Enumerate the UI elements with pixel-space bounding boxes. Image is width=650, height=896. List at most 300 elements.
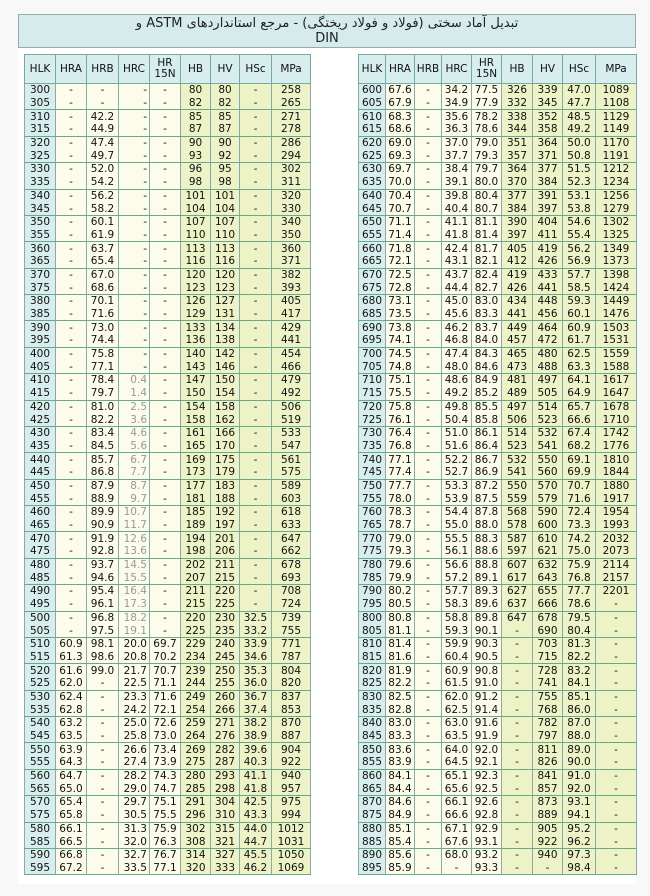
table-row [25, 400, 311, 413]
table-cell: 352 [533, 110, 563, 123]
table-cell: 90.1 [472, 624, 502, 637]
table-cell: 820 [359, 664, 386, 677]
table-cell: 66.8 [56, 848, 87, 861]
table-cell: 78.6 [563, 598, 596, 611]
table-cell: 31.3 [119, 822, 150, 835]
table-cell: - [56, 506, 87, 519]
table-cell: 58.5 [563, 281, 596, 294]
table-cell: 360 [25, 242, 56, 255]
table-cell: 81.1 [386, 624, 415, 637]
table-cell: - [150, 149, 181, 162]
table-cell: 77.4 [386, 466, 415, 479]
table-cell: - [240, 295, 272, 308]
table-cell: 39.6 [240, 743, 272, 756]
table-cell: 520 [25, 664, 56, 677]
table-row [25, 281, 311, 294]
table-cell: 81.3 [563, 637, 596, 650]
table-cell: 540 [25, 717, 56, 730]
table-cell: 364 [502, 163, 533, 176]
table-cell: 587 [502, 532, 533, 545]
table-cell: - [56, 545, 87, 558]
table-cell: 19.1 [119, 624, 150, 637]
table-cell: 35.3 [240, 664, 272, 677]
table-cell: - [150, 611, 181, 624]
table-cell: 53.8 [563, 202, 596, 215]
table-cell: 62.4 [56, 690, 87, 703]
table-cell: 73.1 [386, 295, 415, 308]
table-cell: - [240, 215, 272, 228]
table-cell: 98.1 [87, 637, 119, 650]
table-row [359, 598, 637, 611]
table-cell: 321 [211, 835, 240, 848]
table-row [359, 97, 637, 110]
table-cell: 500 [25, 611, 56, 624]
column-header: HRA [56, 55, 87, 84]
table-cell: 360 [272, 242, 311, 255]
table-cell: 73.3 [563, 519, 596, 532]
table-cell: 456 [533, 308, 563, 321]
table-cell: 1212 [596, 163, 637, 176]
table-cell: 1050 [272, 848, 311, 861]
table-cell: 33.9 [240, 637, 272, 650]
table-cell: 904 [272, 743, 311, 756]
table-cell: - [56, 479, 87, 492]
table-cell: 412 [502, 255, 533, 268]
table-cell: - [415, 453, 442, 466]
table-cell: 71.8 [386, 242, 415, 255]
table-cell: 1678 [596, 400, 637, 413]
table-cell: 79.3 [386, 545, 415, 558]
table-cell: - [150, 281, 181, 294]
table-cell: 70.2 [150, 651, 181, 664]
table-cell: 405 [272, 295, 311, 308]
table-cell: 133 [181, 321, 211, 334]
table-cell: 755 [533, 690, 563, 703]
table-cell: 40.3 [240, 756, 272, 769]
table-cell: - [596, 822, 637, 835]
table-cell: - [415, 782, 442, 795]
table-row [25, 835, 311, 848]
table-row [25, 110, 311, 123]
table-cell: 74.4 [87, 334, 119, 347]
table-cell: 787 [272, 651, 311, 664]
table-cell: - [150, 545, 181, 558]
table-cell: 90.9 [87, 519, 119, 532]
table-cell: 820 [272, 677, 311, 690]
table-cell: 835 [359, 703, 386, 716]
table-cell: 225 [181, 624, 211, 637]
table-cell: 364 [533, 136, 563, 149]
table-cell: 85 [211, 110, 240, 123]
table-cell: 541 [502, 466, 533, 479]
table-cell: 390 [502, 215, 533, 228]
table-cell: 89.6 [472, 598, 502, 611]
table-cell: 65.4 [56, 796, 87, 809]
table-cell: 123 [181, 281, 211, 294]
table-cell: 855 [359, 756, 386, 769]
table-cell: - [415, 281, 442, 294]
table-cell: 64.1 [563, 374, 596, 387]
table-cell: 53.1 [563, 189, 596, 202]
table-cell: 86.0 [563, 703, 596, 716]
table-cell: 1325 [596, 229, 637, 242]
table-cell: 169 [181, 453, 211, 466]
table-cell: - [596, 717, 637, 730]
table-cell: 523 [533, 413, 563, 426]
table-cell: - [596, 743, 637, 756]
table-cell: 724 [272, 598, 311, 611]
table-cell: 65.4 [87, 255, 119, 268]
table-cell: 84.4 [386, 782, 415, 795]
table-cell: 142 [211, 347, 240, 360]
table-cell: 466 [272, 360, 311, 373]
table-cell: 54.4 [442, 506, 472, 519]
table-cell: 79.5 [563, 611, 596, 624]
table-cell: - [415, 835, 442, 848]
table-row [25, 334, 311, 347]
table-cell: 69.7 [386, 163, 415, 176]
table-cell: 85.8 [472, 413, 502, 426]
table-cell: 86.8 [87, 466, 119, 479]
table-cell: 485 [25, 571, 56, 584]
table-row [359, 334, 637, 347]
table-cell: - [240, 321, 272, 334]
table-row [359, 84, 637, 97]
table-cell: 278 [272, 123, 311, 136]
table-row [25, 519, 311, 532]
table-cell: 74.3 [150, 769, 181, 782]
table-cell: - [119, 347, 150, 360]
table-cell: 70.7 [386, 202, 415, 215]
table-cell: 68.2 [563, 440, 596, 453]
table-cell: 80.4 [563, 624, 596, 637]
table-cell: 505 [25, 624, 56, 637]
table-cell: - [150, 479, 181, 492]
table-cell: 85.2 [472, 387, 502, 400]
table-cell: 62.5 [563, 347, 596, 360]
table-cell: 177 [181, 479, 211, 492]
table-cell: 49.2 [563, 123, 596, 136]
table-cell: - [119, 123, 150, 136]
table-cell: 647 [502, 611, 533, 624]
table-cell: 58.8 [442, 611, 472, 624]
table-cell: 54.6 [563, 215, 596, 228]
table-cell: - [119, 136, 150, 149]
table-cell: 771 [272, 637, 311, 650]
table-cell: 600 [533, 519, 563, 532]
table-cell: 690 [533, 624, 563, 637]
table-cell: 1531 [596, 334, 637, 347]
table-cell: 632 [533, 558, 563, 571]
table-row [25, 347, 311, 360]
table-cell: - [415, 189, 442, 202]
table-cell: 66.1 [442, 796, 472, 809]
table-cell: - [56, 624, 87, 637]
table-cell: - [56, 229, 87, 242]
table-row [25, 585, 311, 598]
table-cell: 47.4 [442, 347, 472, 360]
table-cell: - [150, 506, 181, 519]
table-cell: 457 [502, 334, 533, 347]
table-row [25, 360, 311, 373]
table-cell: 426 [502, 281, 533, 294]
table-cell: - [150, 242, 181, 255]
table-cell: 87 [181, 123, 211, 136]
table-cell: 1503 [596, 321, 637, 334]
table-cell: 670 [359, 268, 386, 281]
table-cell: - [87, 690, 119, 703]
table-cell: 84.1 [386, 769, 415, 782]
table-cell: - [415, 703, 442, 716]
column-header: HRC [119, 55, 150, 84]
table-row [359, 848, 637, 861]
table-cell: 47.7 [563, 97, 596, 110]
table-row [25, 690, 311, 703]
table-cell: 21.7 [119, 664, 150, 677]
table-row [25, 677, 311, 690]
table-cell: 26.6 [119, 743, 150, 756]
table-cell: 71.4 [386, 229, 415, 242]
table-cell: - [119, 308, 150, 321]
table-cell: - [502, 835, 533, 848]
table-row [359, 717, 637, 730]
table-row [359, 571, 637, 584]
table-cell: 94.1 [563, 809, 596, 822]
table-cell: 98 [181, 176, 211, 189]
table-cell: 89.9 [87, 506, 119, 519]
table-cell: 32.5 [240, 611, 272, 624]
table-cell: - [56, 466, 87, 479]
table-row [25, 862, 311, 875]
table-row [359, 136, 637, 149]
table-cell: 790 [359, 585, 386, 598]
table-cell: - [150, 308, 181, 321]
table-cell: 78.3 [386, 506, 415, 519]
table-cell: - [415, 176, 442, 189]
table-cell: 1349 [596, 242, 637, 255]
table-cell: 66.1 [56, 822, 87, 835]
table-cell: 79.0 [472, 136, 502, 149]
table-cell: 853 [272, 703, 311, 716]
table-row [359, 400, 637, 413]
table-cell: - [596, 598, 637, 611]
table-cell: - [56, 598, 87, 611]
table-cell: 350 [272, 229, 311, 242]
table-cell: 298 [211, 782, 240, 795]
table-cell: 391 [533, 189, 563, 202]
table-cell: - [150, 229, 181, 242]
table-cell: 47.4 [87, 136, 119, 149]
table-cell: 464 [533, 321, 563, 334]
table-cell: 93.3 [472, 862, 502, 875]
table-cell: 77.1 [386, 453, 415, 466]
table-cell: 70.0 [386, 176, 415, 189]
table-cell: - [119, 255, 150, 268]
table-cell: 80 [211, 84, 240, 97]
table-cell: 202 [181, 558, 211, 571]
table-row [25, 215, 311, 228]
table-cell: 36.3 [442, 123, 472, 136]
table-cell: - [150, 558, 181, 571]
table-cell: - [502, 743, 533, 756]
table-cell: - [150, 97, 181, 110]
table-cell: 922 [533, 835, 563, 848]
table-cell: 25.8 [119, 730, 150, 743]
table-cell: - [240, 255, 272, 268]
table-cell: 41.1 [442, 215, 472, 228]
table-cell: 244 [181, 677, 211, 690]
table-cell: 435 [25, 440, 56, 453]
table-cell: 229 [181, 637, 211, 650]
table-cell: - [56, 123, 87, 136]
table-cell: 52.2 [442, 453, 472, 466]
table-cell: - [415, 769, 442, 782]
table-cell: - [415, 268, 442, 281]
table-cell: 92.3 [472, 769, 502, 782]
table-cell: 92.6 [472, 796, 502, 809]
table-cell: - [240, 585, 272, 598]
table-cell: 80.4 [472, 189, 502, 202]
table-cell: - [87, 97, 119, 110]
table-cell: - [502, 664, 533, 677]
table-cell: 633 [272, 519, 311, 532]
table-row [359, 809, 637, 822]
table-cell: 480 [25, 558, 56, 571]
table-cell: 188 [211, 492, 240, 505]
table-cell: 60.1 [563, 308, 596, 321]
table-cell: 32.0 [119, 835, 150, 848]
table-cell: 34.2 [442, 84, 472, 97]
table-cell: 618 [272, 506, 311, 519]
table-cell: 72.8 [386, 281, 415, 294]
table-cell: 344 [502, 123, 533, 136]
table-cell: - [240, 84, 272, 97]
table-cell: 90.5 [472, 651, 502, 664]
table-cell: 25.0 [119, 717, 150, 730]
table-cell: 845 [359, 730, 386, 743]
table-cell: - [240, 374, 272, 387]
table-cell: - [415, 730, 442, 743]
table-cell: - [240, 413, 272, 426]
table-cell: - [87, 703, 119, 716]
table-cell: 215 [211, 571, 240, 584]
table-cell: - [150, 466, 181, 479]
table-cell: 78.0 [386, 492, 415, 505]
table-cell: 760 [359, 506, 386, 519]
table-cell: 660 [359, 242, 386, 255]
table-cell: 127 [211, 295, 240, 308]
table-cell: 71.6 [87, 308, 119, 321]
table-cell: 377 [502, 189, 533, 202]
table-row [359, 822, 637, 835]
table-cell: 79.7 [472, 163, 502, 176]
table-row [359, 743, 637, 756]
table-cell: 479 [272, 374, 311, 387]
table-cell: 75.5 [150, 809, 181, 822]
table-row [25, 413, 311, 426]
table-row [25, 255, 311, 268]
table-cell: 308 [181, 835, 211, 848]
table-cell: 675 [359, 281, 386, 294]
table-cell: 37.7 [442, 149, 472, 162]
table-cell: 678 [533, 611, 563, 624]
table-cell: 841 [533, 769, 563, 782]
table-cell: 88.9 [87, 492, 119, 505]
table-row [359, 123, 637, 136]
table-cell: 547 [272, 440, 311, 453]
table-cell: - [119, 149, 150, 162]
table-cell: 41.8 [442, 229, 472, 242]
table-cell: 417 [272, 308, 311, 321]
table-cell: - [596, 730, 637, 743]
table-cell: - [415, 255, 442, 268]
table-cell: - [119, 215, 150, 228]
table-cell: 83.3 [472, 308, 502, 321]
table-cell: 860 [359, 769, 386, 782]
table-cell: 715 [359, 387, 386, 400]
table-cell: - [415, 360, 442, 373]
table-cell: 52.0 [87, 163, 119, 176]
table-cell: 1559 [596, 347, 637, 360]
table-cell: 83.7 [472, 321, 502, 334]
table-cell: - [415, 440, 442, 453]
table-cell: 181 [181, 492, 211, 505]
table-cell: 555 [25, 756, 56, 769]
table-cell: 454 [272, 347, 311, 360]
table-cell: - [415, 202, 442, 215]
table-cell: 1302 [596, 215, 637, 228]
table-cell: 95 [211, 163, 240, 176]
table-cell: - [150, 110, 181, 123]
table-cell: 44.9 [87, 123, 119, 136]
table-cell: 445 [25, 466, 56, 479]
table-cell: 1191 [596, 149, 637, 162]
table-cell: - [240, 110, 272, 123]
table-cell: 41.1 [240, 769, 272, 782]
table-cell: 65.6 [442, 782, 472, 795]
table-cell: 91.2 [472, 690, 502, 703]
table-cell: 92 [211, 149, 240, 162]
table-cell: - [240, 598, 272, 611]
table-cell: 80.2 [386, 585, 415, 598]
table-cell: - [56, 387, 87, 400]
table-cell: 75.0 [563, 545, 596, 558]
table-cell: - [415, 664, 442, 677]
table-cell: 225 [211, 598, 240, 611]
table-cell: 750 [359, 479, 386, 492]
table-cell: 201 [211, 532, 240, 545]
table-cell: 1742 [596, 426, 637, 439]
table-cell: - [415, 215, 442, 228]
table-cell: 489 [502, 387, 533, 400]
table-row [25, 242, 311, 255]
table-cell: 506 [272, 400, 311, 413]
table-cell: 82.4 [472, 268, 502, 281]
table-cell: 276 [211, 730, 240, 743]
table-cell: 810 [359, 637, 386, 650]
table-cell: - [442, 862, 472, 875]
table-cell: 1.4 [119, 387, 150, 400]
table-cell: 597 [502, 545, 533, 558]
table-cell: 775 [359, 545, 386, 558]
table-cell: 780 [359, 558, 386, 571]
table-cell: 415 [25, 387, 56, 400]
table-row [25, 506, 311, 519]
table-cell: - [415, 717, 442, 730]
table-cell: 680 [359, 295, 386, 308]
table-cell: - [596, 624, 637, 637]
table-cell: - [56, 519, 87, 532]
